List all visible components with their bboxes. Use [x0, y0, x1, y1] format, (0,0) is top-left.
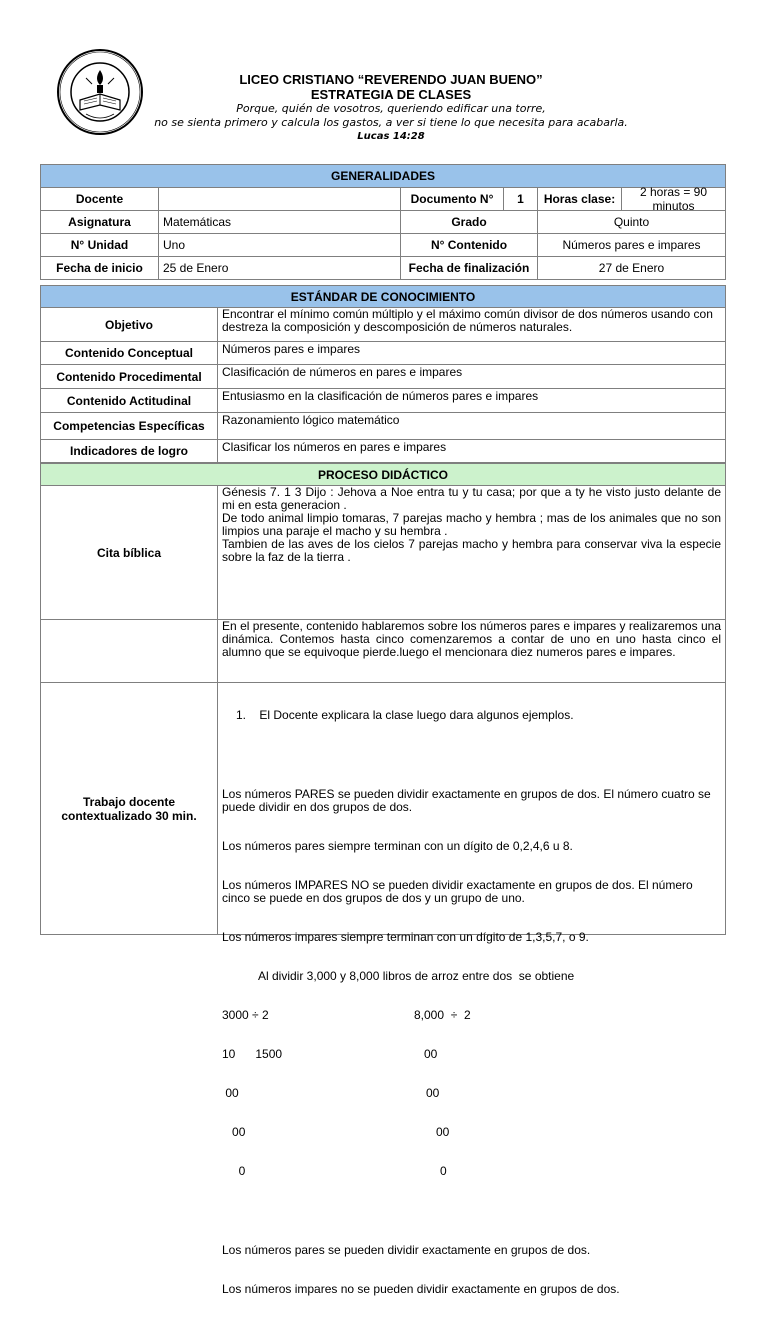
conceptual-value: Números pares e impares	[217, 341, 726, 365]
inicio-value: 25 de Enero	[158, 256, 401, 280]
contenido-value: Números pares e impares	[537, 233, 726, 257]
section-proceso: PROCESO DIDÁCTICO	[40, 463, 726, 486]
trabajo-p4: Los números impares siempre terminan con un dígito de 1,3,5,7, o 9.	[222, 930, 589, 944]
contenido-label: N° Contenido	[400, 233, 538, 257]
trabajo-item-1: 1. El Docente explicara la clase luego dara algunos ejemplos.	[236, 708, 574, 722]
actitudinal-value: Entusiasmo en la clasificación de números pares e impares	[217, 388, 726, 413]
intro-value	[217, 619, 726, 683]
unidad-value: Uno	[158, 233, 401, 257]
competencias-label: Competencias Específicas	[40, 412, 218, 440]
division-b2: 00	[424, 1047, 438, 1061]
trabajo-p7: Los números impares no se pueden dividir exactamente en grupos de dos.	[222, 1282, 620, 1296]
asignatura-value: Matemáticas	[158, 210, 401, 234]
unidad-label: N° Unidad	[40, 233, 159, 257]
division-row-5	[222, 1165, 721, 1178]
grado-value: Quinto	[537, 210, 726, 234]
trabajo-label-line-1: Trabajo docente	[82, 794, 176, 809]
division-row-4	[222, 1126, 721, 1139]
trabajo-label	[40, 682, 218, 935]
division-b3: 00	[426, 1086, 440, 1100]
document-header	[0, 44, 768, 156]
quote-line-1: Porque, quién de vosotros, queriendo edificar una torre,	[236, 102, 546, 115]
division-a3: 00	[222, 1086, 239, 1100]
trabajo-label-line-2: contextualizado 30 min.	[61, 808, 197, 823]
section-estandar: ESTÁNDAR DE CONOCIMIENTO	[40, 285, 726, 308]
section-generalidades: GENERALIDADES	[40, 164, 726, 188]
procedimental-value: Clasificación de números en pares e impares	[217, 364, 726, 389]
actitudinal-label: Contenido Actitudinal	[40, 388, 218, 413]
objetivo-label: Objetivo	[40, 307, 218, 342]
cita-line-2: De todo animal limpio tomaras, 7 parejas macho y hembra ; mas de los animales que no son limpios una paraje el macho y su hembra .	[222, 511, 721, 538]
division-b4: 00	[436, 1125, 450, 1139]
objetivo-value	[217, 307, 726, 342]
documento-value: 1	[503, 187, 538, 211]
horas-value: 2 horas = 90 minutos	[621, 187, 726, 211]
horas-label: Horas clase:	[537, 187, 622, 211]
document-title: ESTRATEGIA DE CLASES	[310, 87, 472, 102]
division-b1: 8,000 ÷ 2	[414, 1008, 471, 1022]
intro-text: En el presente, contenido hablaremos sobre los números pares e impares y realizaremos una dinámica. Contemos hasta cinco comenzaremos a contar de uno en uno hasta cinco el alumno que se equivoque pierde.luego el mencionara diez numeros pares e impares.	[222, 619, 721, 659]
finalizacion-label: Fecha de finalización	[400, 256, 538, 280]
spacer	[222, 748, 721, 762]
trabajo-p5: Al dividir 3,000 y 8,000 libros de arroz entre dos se obtiene	[258, 969, 575, 983]
division-row-3	[222, 1087, 721, 1100]
trabajo-p1: Los números PARES se pueden dividir exactamente en grupos de dos. El número cuatro se puede dividir en dos grupos de dos.	[222, 787, 715, 814]
intro-label	[40, 619, 218, 683]
cita-line-1: Génesis 7. 1 3 Dijo : Jehova a Noe entra tu y tu casa; por que a ty he visto justo delante de mi en esta generacion .	[222, 485, 721, 512]
documento-label: Documento N°	[400, 187, 504, 211]
trabajo-p2: Los números pares siempre terminan con un dígito de 0,2,4,6 u 8.	[222, 839, 573, 853]
conceptual-label: Contenido Conceptual	[40, 341, 218, 365]
grado-label: Grado	[400, 210, 538, 234]
asignatura-label: Asignatura	[40, 210, 159, 234]
division-row-2	[222, 1048, 721, 1061]
division-a2: 10 1500	[222, 1047, 283, 1061]
spacer	[222, 1204, 721, 1218]
docente-label: Docente	[40, 187, 159, 211]
cita-line-3: Tambien de las aves de los cielos 7 parejas macho y hembra para conservar viva la especie sobre la faz de la tierra .	[222, 537, 721, 564]
cita-label: Cita bíblica	[40, 485, 218, 620]
indicadores-label: Indicadores de logro	[40, 439, 218, 463]
objetivo-text: Encontrar el mínimo común múltiplo y el máximo común divisor de dos números usando con destreza la composición y descomposición de números naturales.	[222, 307, 713, 334]
cita-value	[217, 485, 726, 620]
finalizacion-value: 27 de Enero	[537, 256, 726, 280]
trabajo-p3: Los números IMPARES NO se pueden dividir exactamente en grupos de dos. El número cinco se puede en dos grupos de dos y un grupo de uno.	[222, 878, 697, 905]
division-row-1	[222, 1009, 721, 1022]
procedimental-label: Contenido Procedimental	[40, 364, 218, 389]
division-b5: 0	[440, 1164, 447, 1178]
trabajo-value	[217, 682, 726, 1296]
division-a1: 3000 ÷ 2	[222, 1008, 269, 1022]
school-name: LICEO CRISTIANO “REVERENDO JUAN BUENO”	[239, 72, 543, 87]
indicadores-value: Clasificar los números en pares e impares	[217, 439, 726, 463]
cita-text	[222, 486, 721, 564]
header-text	[110, 72, 672, 144]
docente-value	[158, 187, 401, 211]
division-a5: 0	[222, 1164, 246, 1178]
trabajo-p6: Los números pares se pueden dividir exactamente en grupos de dos.	[222, 1243, 591, 1257]
trabajo-text	[222, 683, 721, 1322]
inicio-label: Fecha de inicio	[40, 256, 159, 280]
division-a4: 00	[222, 1125, 246, 1139]
competencias-value: Razonamiento lógico matemático	[217, 412, 726, 440]
quote-line-2: no se sienta primero y calcula los gastos, a ver si tiene lo que necesita para acabarla.	[154, 116, 628, 129]
quote-reference: Lucas 14:28	[357, 131, 425, 142]
